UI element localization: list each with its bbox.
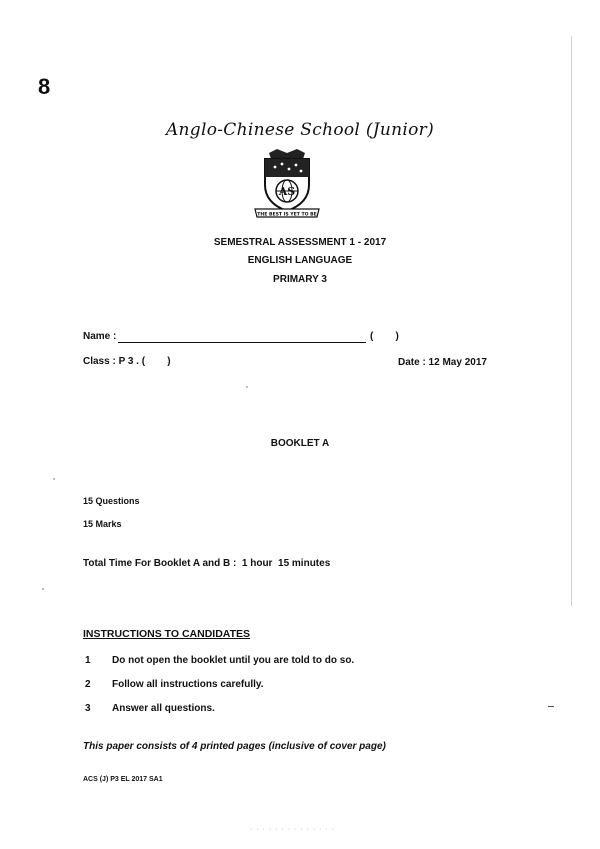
- level-title: PRIMARY 3: [273, 274, 327, 285]
- question-count: 15 Questions: [83, 496, 140, 506]
- instruction-number: 2: [85, 679, 91, 690]
- instructions-heading: INSTRUCTIONS TO CANDIDATES: [83, 628, 251, 640]
- page-number: 8: [38, 74, 51, 99]
- name-index-paren: ( ): [370, 331, 399, 342]
- total-time: Total Time For Booklet A and B : 1 hour 15 minutes: [83, 558, 331, 569]
- school-crest-logo: [251, 147, 323, 221]
- paper-code: ACS (J) P3 EL 2017 SA1: [83, 776, 163, 783]
- name-label: Name :: [83, 331, 117, 342]
- school-name: Anglo-Chinese School (Junior): [165, 120, 435, 140]
- scan-speck: [53, 478, 55, 480]
- instruction-text: Do not open the booklet until you are told to do so.: [112, 655, 355, 666]
- scan-speck: [42, 588, 44, 590]
- assessment-title: SEMESTRAL ASSESSMENT 1 - 2017: [213, 237, 387, 248]
- date-label: Date : 12 May 2017: [398, 357, 487, 368]
- faint-scan-text: · · · · · · · · · · · · · ·: [250, 826, 335, 833]
- marks-count: 15 Marks: [83, 519, 122, 529]
- page-count-note: This paper consists of 4 printed pages (inclusive of cover page): [83, 741, 386, 752]
- subject-title: ENGLISH LANGUAGE: [247, 255, 353, 266]
- svg-text:AS: AS: [278, 185, 296, 198]
- name-underline: [118, 342, 366, 343]
- instruction-text: Answer all questions.: [112, 703, 215, 714]
- scan-speck: [246, 386, 248, 388]
- booklet-title: BOOKLET A: [270, 438, 330, 449]
- instruction-text: Follow all instructions carefully.: [112, 679, 264, 690]
- scan-mark: [548, 706, 554, 707]
- instruction-number: 3: [85, 703, 91, 714]
- class-label: Class : P 3 . ( ): [83, 356, 171, 367]
- svg-text:THE BEST IS YET TO BE: THE BEST IS YET TO BE: [257, 212, 317, 218]
- instruction-number: 1: [85, 655, 91, 666]
